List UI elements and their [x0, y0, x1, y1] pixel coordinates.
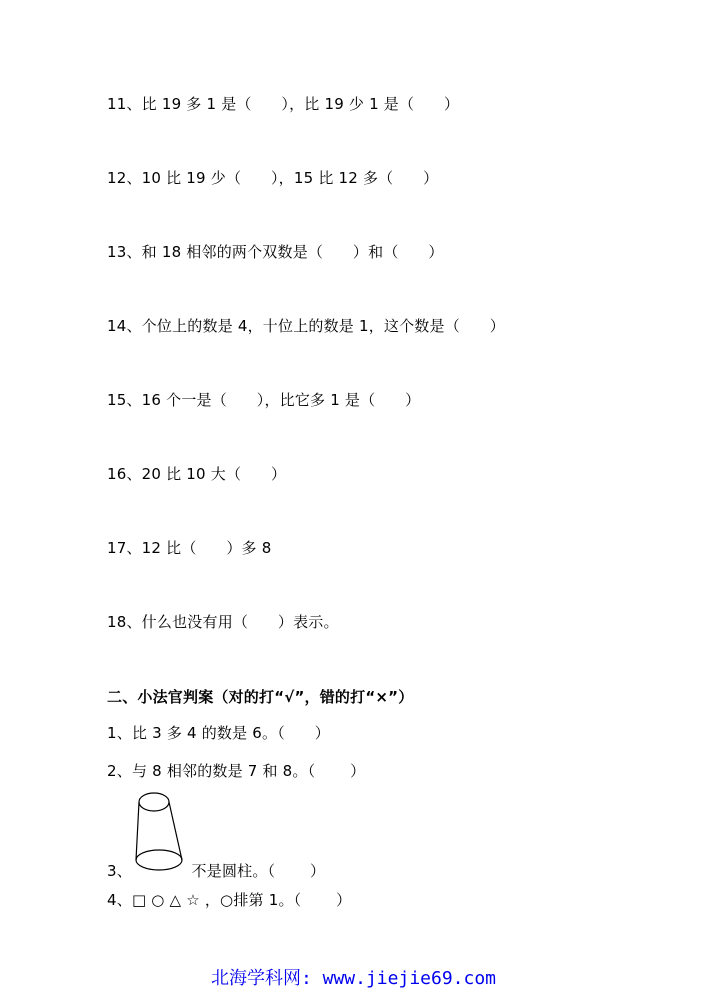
judge-item-4: 4、□ ○ △ ☆ ，○排第 1。（ ） [107, 891, 352, 909]
section-two-heading: 二、小法官判案（对的打“√”，错的打“×”） [107, 688, 414, 706]
question-15: 15、16 个一是（ ），比它多 1 是（ ） [107, 391, 421, 409]
question-17: 17、12 比（ ）多 8 [107, 539, 272, 557]
footer-site-link[interactable]: 北海学科网: www.jiejie69.com [210, 968, 497, 989]
judge-item-1: 1、比 3 多 4 的数是 6。（ ） [107, 724, 330, 742]
question-11: 11、比 19 多 1 是（ ），比 19 少 1 是（ ） [107, 95, 460, 113]
judge-item-3: 3、 不是圆柱。（ ） [107, 862, 326, 880]
question-12: 12、10 比 19 少（ ），15 比 12 多（ ） [107, 169, 439, 187]
question-18: 18、什么也没有用（ ）表示。 [107, 613, 339, 631]
judge-item-2: 2、与 8 相邻的数是 7 和 8。（ ） [107, 762, 366, 780]
inverted-cylinder-figure [133, 790, 185, 872]
question-14: 14、个位上的数是 4，十位上的数是 1，这个数是（ ） [107, 317, 505, 335]
question-16: 16、20 比 10 大（ ） [107, 465, 287, 483]
question-13: 13、和 18 相邻的两个双数是（ ）和（ ） [107, 243, 444, 261]
